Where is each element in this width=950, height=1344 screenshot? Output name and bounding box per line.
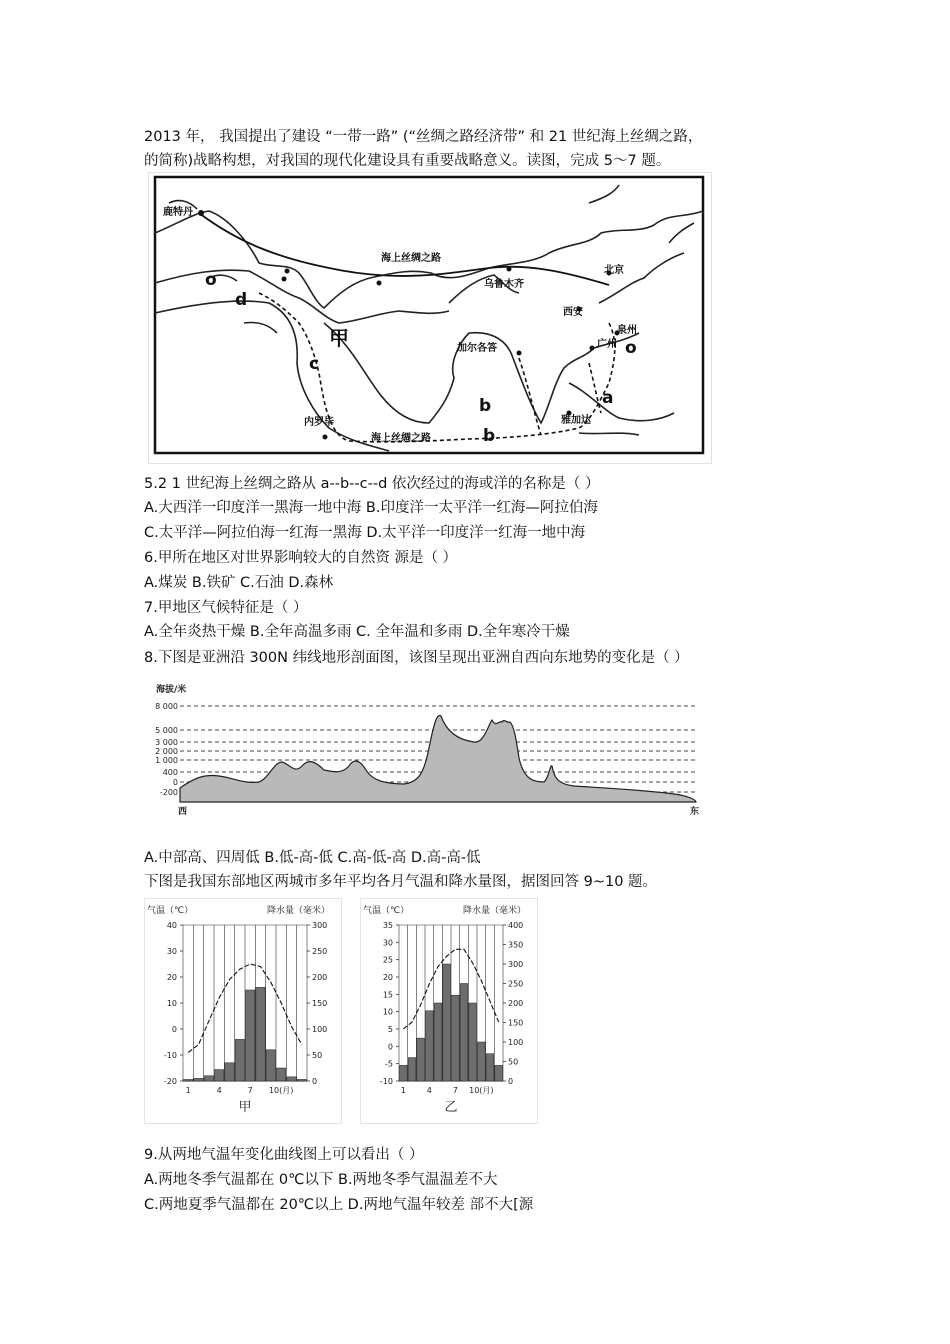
precip-tick: 300 bbox=[312, 921, 328, 930]
map-label-fuzhou: 泉州 bbox=[617, 325, 637, 336]
map-label-nairobi: 内罗毕 bbox=[304, 417, 334, 428]
month-tick: 7 bbox=[452, 1086, 458, 1095]
map-label-maritime-bottom: 海上丝绸之路 bbox=[371, 433, 431, 444]
question-9-options-ab: A.两地冬季气温都在 0℃以下 B.两地冬季气温温差不大 bbox=[144, 1172, 498, 1188]
question-5-options-ab: A.大西洋一印度洋一黑海一地中海 B.印度洋一太平洋一红海—阿拉伯海 bbox=[144, 500, 598, 516]
precip-bar bbox=[235, 1039, 244, 1081]
profile-east-label: 东 bbox=[690, 807, 700, 817]
map-label-jakarta: 雅加达 bbox=[561, 415, 591, 426]
precip-tick: 0 bbox=[508, 1077, 514, 1086]
profile-ylabel: 海拔/米 bbox=[156, 685, 187, 695]
profile-ytick: 8 000 bbox=[155, 702, 178, 711]
precip-tick: 50 bbox=[312, 1051, 323, 1060]
precip-bar bbox=[225, 1063, 234, 1081]
silk-road-map bbox=[148, 172, 712, 464]
temp-tick: 30 bbox=[166, 947, 177, 956]
map-letter-b1: b bbox=[479, 396, 492, 416]
month-tick: 10(月) bbox=[469, 1086, 494, 1095]
temp-axis-title: 气温（℃） bbox=[147, 906, 194, 916]
precip-bar bbox=[204, 1076, 213, 1081]
precip-tick: 150 bbox=[508, 1018, 524, 1028]
precip-bar bbox=[266, 1050, 275, 1081]
terrain-profile-area bbox=[180, 715, 696, 802]
temp-tick: -20 bbox=[163, 1077, 177, 1086]
precip-bar bbox=[486, 1054, 494, 1081]
precip-bar bbox=[469, 1003, 477, 1081]
climate-chart-jia bbox=[144, 898, 342, 1124]
precip-bar bbox=[443, 964, 451, 1081]
intro-line-2: 的简称)战略构想，对我国的现代化建设具有重要战略意义。读图，完成 5～7 题。 bbox=[144, 153, 671, 169]
temp-axis-title: 气温（℃） bbox=[363, 906, 410, 916]
profile-ytick: 0 bbox=[172, 778, 178, 787]
temp-tick: 10 bbox=[382, 1007, 393, 1017]
question-8: 8.下图是亚洲沿 300N 纬线地形剖面图，该图呈现出亚洲自西向东地势的变化是（ ） bbox=[144, 650, 689, 666]
precip-tick: 100 bbox=[508, 1038, 524, 1047]
month-tick: 10(月) bbox=[268, 1086, 294, 1095]
precip-bar bbox=[184, 1079, 193, 1081]
temp-tick: 35 bbox=[382, 921, 393, 930]
temp-tick: 20 bbox=[382, 973, 393, 982]
precip-bar bbox=[426, 1011, 434, 1081]
climate-chart-intro: 下图是我国东部地区两城市多年平均各月气温和降水量图，据图回答 9~10 题。 bbox=[144, 874, 658, 890]
precip-tick: 350 bbox=[508, 940, 524, 950]
profile-ytick: 3 000 bbox=[155, 738, 178, 747]
question-7: 7.甲地区气候特征是（ ） bbox=[144, 600, 308, 616]
question-9-options-cd: C.两地夏季气温都在 20℃以上 D.两地气温年较差 部不大[源 bbox=[144, 1197, 534, 1213]
temp-tick: 0 bbox=[171, 1025, 177, 1034]
temp-tick: -5 bbox=[385, 1059, 393, 1069]
precip-bar bbox=[495, 1065, 503, 1081]
chart-title: 甲 bbox=[238, 1100, 252, 1115]
map-label-guangzhou: 广州 bbox=[597, 339, 617, 350]
precip-bar bbox=[287, 1077, 296, 1081]
temp-tick: 10 bbox=[166, 999, 177, 1008]
profile-ytick: 2 000 bbox=[155, 747, 178, 756]
precip-tick: 400 bbox=[508, 921, 524, 930]
temp-tick: 20 bbox=[166, 973, 177, 982]
month-tick: 4 bbox=[216, 1086, 222, 1095]
temp-tick: 5 bbox=[387, 1025, 393, 1034]
precip-bar bbox=[400, 1065, 408, 1081]
map-letter-c: c bbox=[309, 354, 320, 374]
temp-tick: 25 bbox=[382, 955, 393, 965]
precip-bar bbox=[277, 1068, 286, 1081]
map-label-rotterdam: 鹿特丹 bbox=[163, 207, 193, 218]
question-5: 5.2 1 世纪海上丝绸之路从 a--b--c--d 依次经过的海或洋的名称是（ ） bbox=[144, 476, 600, 492]
precip-tick: 0 bbox=[312, 1077, 318, 1086]
precip-tick: 250 bbox=[508, 979, 524, 989]
precip-tick: 100 bbox=[312, 1025, 328, 1034]
question-8-options: A.中部高、四周低 B.低-高-低 C.高-低-高 D.高-高-低 bbox=[144, 850, 481, 866]
map-label-kolkata: 加尔各答 bbox=[457, 343, 497, 354]
profile-ytick: 400 bbox=[162, 768, 178, 777]
intro-line-1: 2013 年， 我国提出了建设 “一带一路” (“丝绸之路经济带” 和 21 世纪海上丝绸之路， bbox=[144, 129, 703, 145]
map-letter-a: a bbox=[602, 388, 614, 408]
precip-bar bbox=[194, 1078, 203, 1081]
precip-bar bbox=[297, 1079, 306, 1081]
precip-bar bbox=[408, 1058, 416, 1081]
map-label-jia: 甲 bbox=[329, 326, 349, 350]
temp-tick: 40 bbox=[166, 921, 177, 930]
precip-axis-title: 降水量（毫米） bbox=[463, 906, 527, 916]
map-letter-o1: o bbox=[205, 270, 217, 290]
profile-ytick: 1 000 bbox=[155, 756, 178, 765]
chart-title: 乙 bbox=[444, 1100, 458, 1115]
precip-bar bbox=[452, 995, 460, 1081]
map-label-maritime-top: 海上丝绸之路 bbox=[381, 253, 441, 264]
climate-chart-yi bbox=[360, 898, 538, 1124]
temp-tick: 30 bbox=[382, 938, 393, 948]
month-tick: 7 bbox=[247, 1086, 253, 1095]
precip-bar bbox=[256, 987, 265, 1081]
precip-bar bbox=[434, 1003, 442, 1081]
precip-tick: 200 bbox=[508, 999, 524, 1008]
question-6: 6.甲所在地区对世界影响较大的自然资 源是（ ） bbox=[144, 550, 458, 566]
profile-ytick: -200 bbox=[159, 788, 178, 797]
precip-tick: 50 bbox=[508, 1057, 519, 1067]
map-letter-b2: b bbox=[483, 426, 496, 446]
temp-tick: -10 bbox=[163, 1051, 177, 1060]
map-letter-d: d bbox=[235, 290, 248, 310]
terrain-profile-figure bbox=[144, 678, 706, 820]
precip-axis-title: 降水量（毫米） bbox=[267, 906, 331, 916]
month-tick: 1 bbox=[400, 1086, 406, 1095]
question-9: 9.从两地气温年变化曲线图上可以看出（ ） bbox=[144, 1147, 424, 1163]
question-6-options: A.煤炭 B.铁矿 C.石油 D.森林 bbox=[144, 575, 334, 591]
precip-tick: 200 bbox=[312, 973, 328, 982]
precip-bar bbox=[417, 1038, 425, 1081]
map-label-urumqi: 乌鲁木齐 bbox=[484, 279, 524, 290]
profile-west-label: 西 bbox=[178, 807, 188, 817]
question-7-options: A.全年炎热干燥 B.全年高温多雨 C. 全年温和多雨 D.全年寒冷干燥 bbox=[144, 624, 570, 640]
map-letter-o2: o bbox=[625, 338, 637, 358]
month-tick: 1 bbox=[185, 1086, 191, 1095]
precip-tick: 250 bbox=[312, 947, 328, 956]
precip-tick: 150 bbox=[312, 999, 328, 1008]
precip-bar bbox=[478, 1042, 486, 1081]
temp-tick: 15 bbox=[382, 990, 393, 1000]
precip-bar bbox=[215, 1070, 224, 1081]
question-5-options-cd: C.太平洋—阿拉伯海一红海一黑海 D.太平洋一印度洋一红海一地中海 bbox=[144, 525, 586, 541]
precip-bar bbox=[246, 990, 255, 1081]
temp-tick: 0 bbox=[387, 1042, 393, 1052]
map-label-xian: 西安 bbox=[563, 307, 583, 318]
profile-ytick: 5 000 bbox=[155, 726, 178, 735]
temp-tick: -10 bbox=[379, 1077, 393, 1086]
map-label-beijing: 北京 bbox=[604, 265, 624, 276]
precip-bar bbox=[460, 984, 468, 1082]
month-tick: 4 bbox=[426, 1086, 432, 1095]
precip-tick: 300 bbox=[508, 960, 524, 969]
